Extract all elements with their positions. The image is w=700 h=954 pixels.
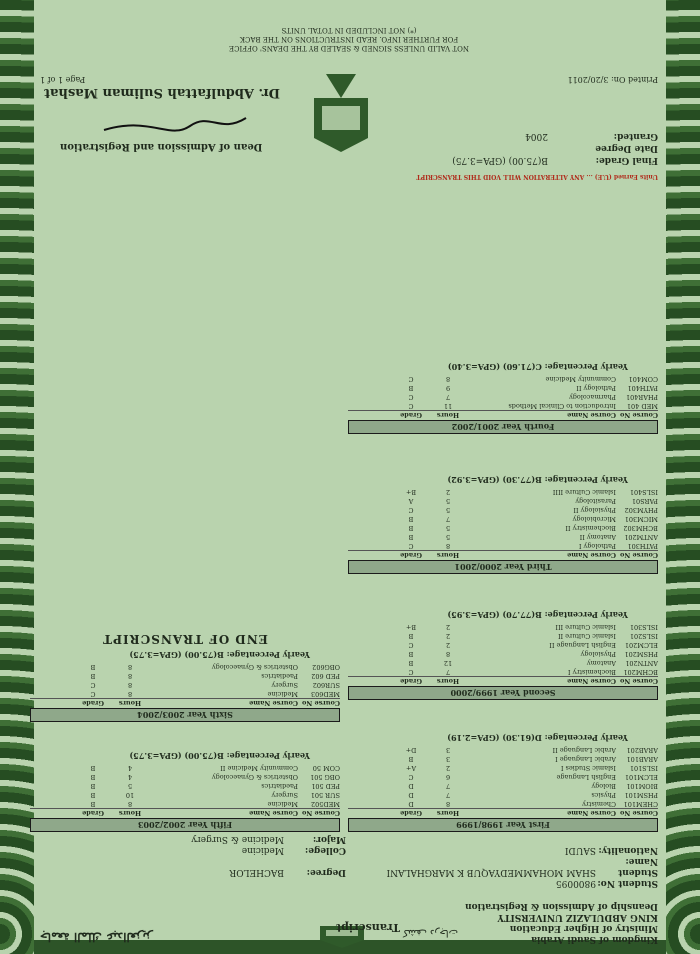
course-name: Physiology II xyxy=(573,506,616,514)
table-header: Course No Course Name Hours Grade xyxy=(348,676,658,685)
fourth-year-percentage: Yearly Percentage: C(71.60) (GPA=3.40) xyxy=(447,362,628,372)
course-grade: B xyxy=(90,663,96,671)
course-hours: 7 xyxy=(445,791,451,799)
course-row xyxy=(348,745,658,754)
left-ornamental-border xyxy=(666,0,700,954)
course-row xyxy=(30,662,340,671)
table-header: Course No Course Name Hours Grade xyxy=(348,410,658,419)
fifth-year-block xyxy=(30,751,340,832)
course-name: Pathology II xyxy=(576,384,616,392)
course-row xyxy=(348,790,658,799)
first-year-percentage: Yearly Percentage: D(61.30) (GPA=2.19) xyxy=(447,733,628,743)
course-row xyxy=(348,772,658,781)
course-row xyxy=(348,541,658,550)
course-no: ANTN201 xyxy=(625,659,658,667)
course-no: PHAR401 xyxy=(625,393,658,401)
fourth-year-title: Fourth Year 2001/2002 xyxy=(348,420,658,434)
course-name: Surgery xyxy=(271,681,298,689)
course-hours: 8 xyxy=(445,800,451,808)
sixth-year-block xyxy=(30,632,340,722)
course-no: ISLS201 xyxy=(629,632,658,640)
course-no: ISLS101 xyxy=(629,764,658,772)
course-row xyxy=(348,658,658,667)
university-seal-icon xyxy=(306,70,376,158)
course-name: Biochemistry I xyxy=(567,668,616,676)
transcript-body xyxy=(40,8,658,948)
course-name: Anatomy II xyxy=(579,533,616,541)
course-name: Obstetrics & Gynaecology xyxy=(211,663,298,671)
course-name: Physics xyxy=(591,791,616,799)
course-no: PATH301 xyxy=(627,542,658,550)
course-hours: 2 xyxy=(445,641,451,649)
course-hours: 8 xyxy=(127,663,133,671)
course-row xyxy=(348,383,658,392)
course-grade: B xyxy=(90,800,96,808)
course-no: COM 50 xyxy=(312,764,340,772)
course-hours: 2 xyxy=(445,488,451,496)
student-name: SHAM MOHAMMEDYAQUB K MARGHALANI xyxy=(386,867,596,877)
table-header: Course No Course Name Hours Grade xyxy=(348,550,658,559)
course-no: BCHM302 xyxy=(623,524,658,532)
course-name: Paediatrics xyxy=(261,672,298,680)
course-no: MED 401 xyxy=(626,402,658,410)
course-hours: 7 xyxy=(445,515,451,523)
course-hours: 2 xyxy=(445,764,451,772)
course-hours: 4 xyxy=(127,764,133,772)
course-name: Pathology I xyxy=(578,542,616,550)
university-line: KING ABDULAZIZ UNIVERSITY xyxy=(497,912,658,922)
course-row xyxy=(30,680,340,689)
course-no: OBG 501 xyxy=(310,773,340,781)
course-no: PED 602 xyxy=(311,672,340,680)
footer-line-1: NOT VALID UNLESS SIGNED & SEALED BY THE DEANS' OFFICE xyxy=(229,44,469,52)
course-hours: 12 xyxy=(443,659,453,667)
final-grade-label: Final Grade: xyxy=(595,155,658,165)
course-no: MED502 xyxy=(310,800,340,808)
course-grade: D xyxy=(408,782,414,790)
second-year-percentage: Yearly Percentage: B(77.70) (GPA=3.95) xyxy=(447,610,628,620)
course-hours: 8 xyxy=(127,800,133,808)
course-row xyxy=(30,671,340,680)
course-grade: C xyxy=(408,668,414,676)
course-name: Biology xyxy=(591,782,616,790)
date-granted-label: Date Degree Granted: xyxy=(595,131,658,153)
course-hours: 4 xyxy=(127,773,133,781)
document-title: Transcript xyxy=(336,921,400,934)
footer-line-2: FOR FURTHER INFO. READ INSTRUCTIONS ON THE BACK xyxy=(239,35,459,43)
sixth-year-title: Sixth Year 2003/2004 xyxy=(30,708,340,722)
arabic-title: كشف درجات xyxy=(402,927,458,938)
student-name-label: Student Name: xyxy=(618,856,658,877)
course-row xyxy=(30,772,340,781)
final-grade-block xyxy=(452,130,658,166)
course-name: Medicine xyxy=(267,800,298,808)
course-name: Islamic Culture III xyxy=(555,623,616,631)
course-hours: 5 xyxy=(445,524,451,532)
course-hours: 5 xyxy=(445,497,451,505)
dean-signature-icon xyxy=(100,110,250,136)
course-no: SUR602 xyxy=(312,681,340,689)
course-hours: 6 xyxy=(445,773,451,781)
course-grade: B+ xyxy=(405,623,417,631)
course-no: PARS01 xyxy=(631,497,658,505)
course-hours: 5 xyxy=(445,506,451,514)
course-hours: 8 xyxy=(445,542,451,550)
course-name: Paediatrics xyxy=(261,782,298,790)
course-hours: 9 xyxy=(445,384,451,392)
course-row xyxy=(348,401,658,410)
course-no: COM401 xyxy=(628,375,658,383)
dean-name: Dr. Abdulfattah Suliman Mashat xyxy=(44,85,280,100)
course-no: ARAB101 xyxy=(626,755,658,763)
student-info xyxy=(40,833,658,888)
course-hours: 3 xyxy=(445,755,451,763)
course-grade: B xyxy=(408,650,414,658)
printed-on: Printed On: 3/20/2011 xyxy=(567,75,658,84)
second-year-title: Second Year 1999/2000 xyxy=(348,686,658,700)
major: Medicine & Surgery xyxy=(191,834,284,844)
course-name: English Language II xyxy=(549,641,616,649)
right-ornamental-border xyxy=(0,0,34,954)
course-grade: B xyxy=(408,659,414,667)
course-no: MED603 xyxy=(310,690,340,698)
course-grade: B xyxy=(90,782,96,790)
course-name: Microbiology xyxy=(572,515,616,523)
course-row xyxy=(348,799,658,808)
course-no: ARAB201 xyxy=(626,746,658,754)
third-year-title: Third Year 2000/2001 xyxy=(348,560,658,574)
course-grade: A xyxy=(408,497,414,505)
arabic-university-name: جامعة الملك عبدالعزيز xyxy=(40,930,153,944)
deanship-line: Deanship of Admission & Registration xyxy=(465,901,658,911)
course-name: Surgery xyxy=(271,791,298,799)
course-no: PHSM101 xyxy=(624,791,658,799)
course-hours: 2 xyxy=(445,623,451,631)
course-no: MICM301 xyxy=(624,515,658,523)
course-hours: 8 xyxy=(127,690,133,698)
course-row xyxy=(348,631,658,640)
page-number: Page 1 of 1 xyxy=(40,75,86,84)
course-hours: 8 xyxy=(445,375,451,383)
kingdom-line: Kingdom of Saudi Arabia xyxy=(531,934,658,944)
course-no: CHEM101 xyxy=(623,800,658,808)
course-row xyxy=(348,496,658,505)
course-row xyxy=(348,649,658,658)
student-no: 9800095 xyxy=(555,878,596,888)
course-row xyxy=(348,505,658,514)
course-name: Anatomy xyxy=(586,659,616,667)
nationality-label: Nationality: xyxy=(598,845,658,855)
course-hours: 11 xyxy=(443,402,453,410)
course-row xyxy=(30,799,340,808)
course-no: ANTM201 xyxy=(624,533,658,541)
course-name: Parasitology xyxy=(575,497,616,505)
third-year-block xyxy=(348,475,658,574)
college: Medicine xyxy=(241,845,284,855)
course-hours: 7 xyxy=(445,782,451,790)
table-header: Course No Course Name Hours Grade xyxy=(348,808,658,817)
course-no: SUR 501 xyxy=(310,791,340,799)
course-grade: D xyxy=(408,800,414,808)
course-hours: 8 xyxy=(127,681,133,689)
course-grade: C xyxy=(408,393,414,401)
course-name: Chemistry xyxy=(582,800,616,808)
course-row xyxy=(30,763,340,772)
table-header: Course No Course Name Hours Grade xyxy=(30,698,340,707)
course-name: English Language xyxy=(556,773,616,781)
third-year-percentage: Yearly Percentage: B(77.30) (GPA=3.92) xyxy=(447,475,628,485)
course-grade: D+ xyxy=(405,746,417,754)
course-no: BCHM201 xyxy=(623,668,658,676)
course-row xyxy=(348,754,658,763)
course-no: PHYM302 xyxy=(624,506,658,514)
course-grade: B xyxy=(408,524,414,532)
course-no: PED 501 xyxy=(311,782,340,790)
course-grade: C xyxy=(90,681,96,689)
course-grade: B xyxy=(408,515,414,523)
nationality: SAUDI xyxy=(564,845,596,855)
course-hours: 8 xyxy=(445,650,451,658)
course-row xyxy=(348,487,658,496)
course-hours: 7 xyxy=(445,393,451,401)
course-grade: B xyxy=(408,384,414,392)
student-no-label: Student No: xyxy=(597,878,658,888)
ministry-line: Ministry of Higher Education xyxy=(509,923,658,933)
course-row xyxy=(30,781,340,790)
course-no: OBG602 xyxy=(312,663,340,671)
course-grade: C xyxy=(408,375,414,383)
course-grade: D xyxy=(408,791,414,799)
course-hours: 7 xyxy=(445,668,451,676)
major-label: Major: xyxy=(312,834,346,844)
course-no: PHSM201 xyxy=(624,650,658,658)
course-no: ELCM201 xyxy=(624,641,658,649)
course-no: BIOM101 xyxy=(626,782,658,790)
first-year-title: First Year 1998/1999 xyxy=(348,818,658,832)
degree-label: Degree: xyxy=(306,867,346,877)
course-grade: B xyxy=(408,533,414,541)
course-grade: B xyxy=(408,755,414,763)
course-grade: A+ xyxy=(405,764,417,772)
first-year-block xyxy=(348,733,658,832)
course-name: Introduction to Clinical Methods xyxy=(508,402,616,410)
course-row xyxy=(348,622,658,631)
course-name: Islamic Culture II xyxy=(558,632,616,640)
fifth-year-percentage: Yearly Percentage: B(75.00) (GPA=3.75) xyxy=(129,751,310,761)
course-hours: 8 xyxy=(127,672,133,680)
date-granted: 2004 xyxy=(525,131,548,141)
alteration-warning: Units Earned (U.E) ... ANY ALTERATION WILL VOID THIS TRANSCRIPT xyxy=(416,173,658,180)
course-row xyxy=(348,514,658,523)
course-row xyxy=(348,763,658,772)
course-grade: C xyxy=(90,690,96,698)
sixth-year-percentage: Yearly Percentage: B(75.00) (GPA=3.75) xyxy=(129,650,310,660)
course-grade: B xyxy=(90,773,96,781)
course-grade: B xyxy=(90,791,96,799)
course-name: Community Medicine xyxy=(545,375,616,383)
course-name: Obstetrics & Gynaecology xyxy=(211,773,298,781)
course-row xyxy=(348,781,658,790)
course-no: ELCM101 xyxy=(624,773,658,781)
final-grade: B(75.00) (GPA=3.75) xyxy=(452,155,548,165)
course-no: ISLS301 xyxy=(629,623,658,631)
end-of-transcript: END OF TRANSCRIPT xyxy=(102,632,268,646)
footer-notes xyxy=(40,25,658,52)
fourth-year-block xyxy=(348,362,658,434)
course-no: PATH401 xyxy=(627,384,658,392)
college-label: College: xyxy=(304,845,346,855)
course-name: Medicine xyxy=(267,690,298,698)
course-name: Pharmacology xyxy=(569,393,616,401)
table-header: Course No Course Name Hours Grade xyxy=(30,808,340,817)
course-name: Community Medicine II xyxy=(220,764,298,772)
course-no: ISLS401 xyxy=(629,488,658,496)
course-row xyxy=(348,392,658,401)
course-row xyxy=(348,640,658,649)
course-grade: B xyxy=(90,672,96,680)
course-grade: C xyxy=(408,506,414,514)
course-grade: C xyxy=(408,641,414,649)
footer-line-3: (*) NOT INCLUDED IN TOTAL UNITS xyxy=(281,26,417,34)
course-row xyxy=(30,689,340,698)
degree: BACHELOR xyxy=(229,867,284,877)
course-hours: 5 xyxy=(445,533,451,541)
course-grade: C xyxy=(408,773,414,781)
course-hours: 5 xyxy=(127,782,133,790)
course-hours: 3 xyxy=(445,746,451,754)
course-name: Arabic Language I xyxy=(555,755,616,763)
course-grade: B xyxy=(408,632,414,640)
course-name: Biochemistry II xyxy=(565,524,616,532)
course-row xyxy=(348,667,658,676)
dean-title: Dean of Admission and Registration xyxy=(60,141,263,152)
course-hours: 2 xyxy=(445,632,451,640)
course-name: Islamic Culture IIII xyxy=(552,488,616,496)
course-name: Arabic Language II xyxy=(552,746,616,754)
course-name: Physiology xyxy=(580,650,616,658)
course-row xyxy=(348,532,658,541)
fifth-year-title: Fifth Year 2002/2003 xyxy=(30,818,340,832)
course-name: Islamic Studies I xyxy=(560,764,616,772)
course-grade: C xyxy=(408,402,414,410)
course-row xyxy=(348,523,658,532)
course-grade: B+ xyxy=(405,488,417,496)
course-row xyxy=(30,790,340,799)
course-grade: C xyxy=(408,542,414,550)
second-year-block xyxy=(348,610,658,700)
course-row xyxy=(348,374,658,383)
course-hours: 10 xyxy=(125,791,135,799)
course-grade: B xyxy=(90,764,96,772)
